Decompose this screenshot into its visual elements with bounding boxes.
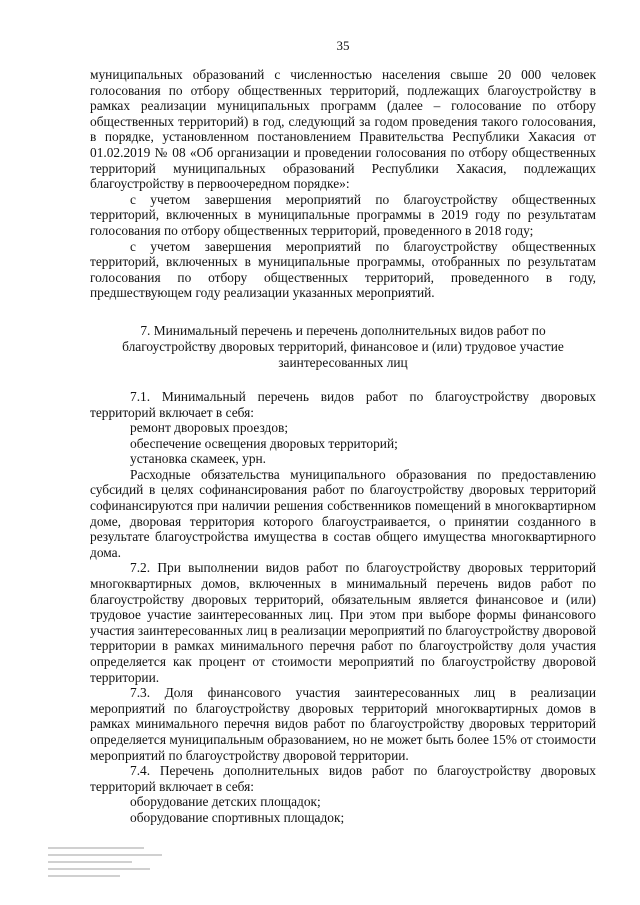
section-7-3: 7.3. Доля финансового участия заинтересованных лиц в реализации мероприятий по благоустройству дворовых территорий многоквартирных домов в рамках минимального перечня видов работ по благоустройству дворовых территорий определяется муниципальным образованием, но не может быть более 15% от стоимости мероприятий по благоустройству дворовой территории. — [90, 685, 596, 763]
list-item: оборудование спортивных площадок; — [130, 809, 345, 825]
paragraph-condition-previous-year: с учетом завершения мероприятий по благоустройству общественных территорий, включенных в муниципальные программы, отобранных по результатам голосования по отбору общественных территорий, проведенного в году, предшествующем году реализации указанных мероприятий. — [90, 238, 596, 301]
section-7-4-intro: 7.4. Перечень дополнительных видов работ по благоустройству дворовых территорий включает в себя: — [90, 763, 596, 794]
list-item: установка скамеек, урн. — [130, 451, 267, 467]
page-number: 35 — [336, 38, 350, 53]
list-item: оборудование детских площадок; — [130, 794, 321, 810]
faded-stamp — [48, 842, 168, 890]
document-body — [90, 67, 596, 826]
section-7-2: 7.2. При выполнении видов работ по благоустройству дворовых территорий многоквартирных домов, включенных в минимальный перечень видов работ по благоустройству дворовых территорий, обязательным является финансовое и (или) трудовое участие заинтересованных лиц. При этом при выборе формы финансового участия заинтересованных лиц в реализации мероприятий по благоустройству дворовой территории в рамках минимального перечня работ по благоустройству доля участия определяется как процент от стоимости мероприятий по благоустройству дворовой территории. — [90, 560, 596, 685]
section-7-1-obligations: Расходные обязательства муниципального образования по предоставлению субсидий в целях софинансирования работ по благоустройству дворовых территорий софинансируются при наличии решения собственников помещений в многоквартирном доме, дворовая территория которого благоустраивается, о принятии созданного в результате благоустройства имущества в состав общего имущества многоквартирного дома. — [90, 466, 596, 560]
section-heading: 7. Минимальный перечень и перечень дополнительных видов работ по благоустройству дворовых территорий, финансовое и (или) трудовое участие заинтересованных лиц — [122, 322, 564, 370]
paragraph-voting-order: муниципальных образований с численностью населения свыше 20 000 человек голосования по отбору общественных территорий, подлежащих благоустройству в рамках реализации муниципальных программ (далее – голосование по отбору общественных территорий) в год, следующий за годом проведения такого голосования, в порядке, установленном постановлением Правительства Республики Хакасия от 01.02.2019 № 08 «Об организации и проведении голосования по отбору общественных территорий муниципальных образований Республики Хакасия, подлежащих благоустройству в первоочередном порядке»: — [90, 67, 596, 192]
paragraph-condition-2019: с учетом завершения мероприятий по благоустройству общественных территорий, включенных в муниципальные программы в 2019 году по результатам голосования по отбору общественных территорий, проведенного в 2018 году; — [90, 191, 596, 238]
document-page — [90, 38, 596, 826]
list-item: ремонт дворовых проездов; — [130, 420, 289, 436]
section-7-1-intro: 7.1. Минимальный перечень видов работ по благоустройству дворовых территорий включает в себя: — [90, 388, 596, 420]
list-item: обеспечение освещения дворовых территорий; — [130, 435, 398, 451]
